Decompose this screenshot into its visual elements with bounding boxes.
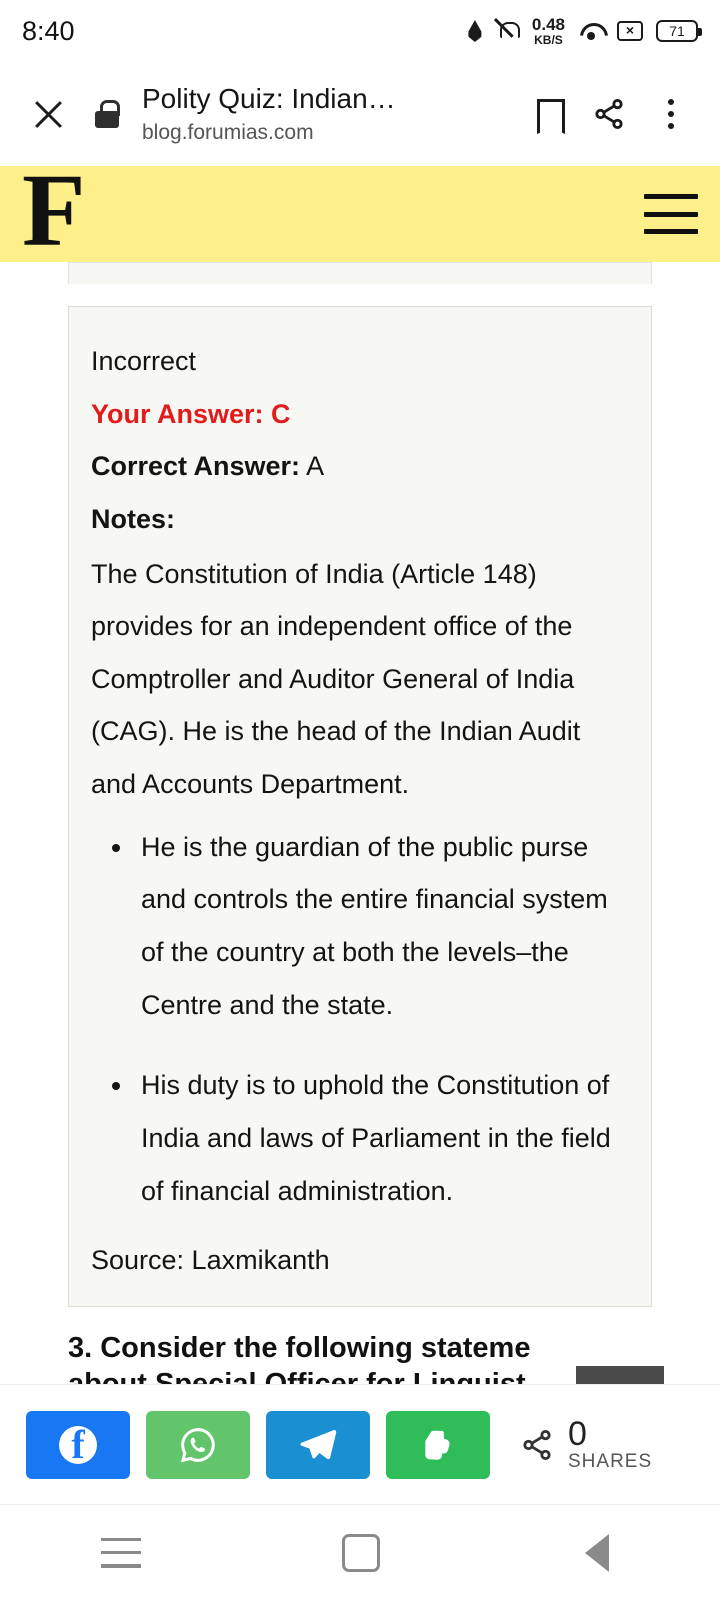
share-whatsapp-button[interactable] <box>146 1411 250 1479</box>
shares-count-value: 0 <box>568 1414 587 1453</box>
share-evernote-button[interactable] <box>386 1411 490 1479</box>
correct-answer-label: Correct Answer: <box>91 451 301 482</box>
bookmark-icon[interactable] <box>520 87 574 141</box>
back-icon[interactable] <box>581 1532 619 1574</box>
android-nav-bar <box>0 1504 720 1600</box>
home-icon[interactable] <box>342 1534 380 1572</box>
bottom-spacer <box>0 1488 720 1504</box>
more-options-icon[interactable] <box>644 87 698 141</box>
answer-result: Incorrect <box>91 346 197 376</box>
share-bar <box>0 1384 720 1504</box>
list-item: • His duty is to uphold the Constitution of India and laws of Parliament in the field of financial administration. <box>135 1059 629 1217</box>
telegram-icon <box>297 1424 339 1466</box>
site-header <box>0 166 720 262</box>
list-item: • He is the guardian of the public purse and controls the entire financial system of the country at both the levels–the Centre and the state. <box>135 821 629 1032</box>
status-icons <box>466 16 698 46</box>
page-host: blog.forumias.com <box>142 120 314 144</box>
menu-icon[interactable] <box>644 194 698 234</box>
notes-label: Notes: <box>91 503 176 534</box>
x-box-icon: × <box>617 21 643 41</box>
network-speed-indicator <box>532 16 565 46</box>
notes-bullet-list <box>135 821 629 1217</box>
share-icon[interactable] <box>520 1428 554 1462</box>
correct-answer-value: A <box>306 451 325 482</box>
facebook-icon: f <box>59 1426 97 1464</box>
share-telegram-button[interactable] <box>266 1411 370 1479</box>
source-text: Source: Laxmikanth <box>91 1245 330 1276</box>
site-logo[interactable]: F <box>22 166 84 262</box>
share-icon[interactable] <box>582 87 636 141</box>
next-question-line1: 3. Consider the following stateme <box>68 1332 531 1365</box>
previous-option-box <box>68 262 652 284</box>
evernote-icon <box>419 1426 457 1464</box>
your-answer-label: Your Answer: <box>91 398 264 429</box>
whatsapp-icon <box>178 1425 218 1465</box>
notes-paragraph: The Constitution of India (Article 148) provides for an independent office of the Comptroller and Auditor General of India (CAG). He is the head of the Indian Audit and Accounts Department. <box>91 558 581 800</box>
shares-count-label: SHARES <box>568 1451 653 1473</box>
water-drop-icon <box>466 20 484 42</box>
notification-off-icon <box>497 19 519 43</box>
browser-toolbar <box>0 62 720 166</box>
url-block[interactable] <box>136 83 512 144</box>
recent-apps-icon[interactable] <box>101 1538 141 1568</box>
shares-counter <box>568 1414 653 1473</box>
network-speed-value: 0.48 <box>531 15 565 34</box>
page-title: Polity Quiz: Indian… <box>142 83 396 115</box>
battery-level: 71 <box>669 23 685 39</box>
status-time: 8:40 <box>22 15 75 46</box>
wifi-icon <box>578 21 604 41</box>
status-bar <box>0 0 720 62</box>
your-answer-value: C <box>271 398 291 429</box>
lock-icon <box>94 99 120 129</box>
share-facebook-button[interactable] <box>26 1411 130 1479</box>
close-icon[interactable] <box>22 88 74 140</box>
answer-explanation-card <box>68 306 652 1307</box>
battery-icon <box>656 20 698 42</box>
network-speed-unit: KB/S <box>534 33 563 47</box>
share-count-group[interactable] <box>520 1414 653 1473</box>
